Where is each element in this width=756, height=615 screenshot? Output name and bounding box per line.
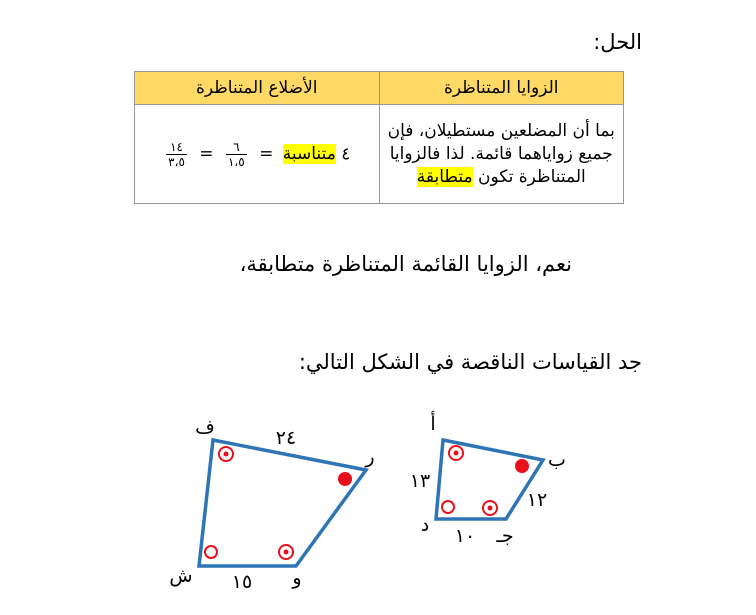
fraction-2-numerator: ٦ bbox=[226, 140, 247, 155]
angle-marker-j-dot bbox=[488, 506, 493, 511]
figure-left bbox=[169, 416, 374, 593]
fraction-1-numerator: ١٤ bbox=[166, 140, 187, 155]
sides-conclusion: متناسبة bbox=[282, 144, 336, 164]
vertex-label-j: جـ bbox=[496, 525, 514, 547]
vertex-label-b: ب bbox=[548, 449, 566, 471]
ratio-result: ٤ bbox=[341, 144, 351, 164]
side-length-fr: ٢٤ bbox=[275, 427, 297, 449]
angles-conclusion: متطابقة bbox=[416, 166, 473, 187]
vertex-label-f: ف bbox=[195, 416, 215, 438]
angle-marker-a-dot bbox=[454, 451, 459, 456]
equals-sign-1: = bbox=[199, 144, 214, 164]
side-length-bj: ١٢ bbox=[526, 489, 548, 511]
fraction-1-denominator: ٣،٥ bbox=[168, 154, 185, 169]
figure-right bbox=[410, 411, 566, 547]
angle-marker-f-dot bbox=[224, 452, 229, 457]
side-length-sh-w: ١٥ bbox=[231, 571, 253, 593]
vertex-label-sh: ش bbox=[169, 565, 193, 587]
fraction-2-denominator: ١،٥ bbox=[227, 154, 245, 169]
vertex-label-a: أ bbox=[430, 413, 436, 435]
vertex-label-w: و bbox=[292, 567, 302, 589]
angles-explanation: بما أن المضلعين مستطيلان، فإن جميع زواياهما قائمة. لذا فالزوايا المتناظرة تكون bbox=[387, 120, 615, 187]
question-text: جد القياسات الناقصة في الشكل التالي: bbox=[298, 350, 642, 374]
header-sides: الأضلاع المتناظرة bbox=[135, 72, 380, 105]
answer-line: نعم، الزوايا القائمة المتناظرة متطابقة، bbox=[239, 252, 572, 276]
equals-sign-2: = bbox=[259, 144, 274, 164]
vertex-label-r: ر bbox=[365, 446, 375, 468]
side-length-jd: ١٠ bbox=[454, 525, 476, 547]
vertex-label-d: د bbox=[420, 514, 430, 536]
solution-label: الحل: bbox=[593, 30, 642, 54]
angle-marker-b bbox=[515, 459, 529, 473]
side-length-ad: ١٣ bbox=[409, 470, 431, 492]
angle-marker-d bbox=[442, 501, 454, 513]
angle-marker-w-dot bbox=[284, 550, 289, 555]
angle-marker-r bbox=[338, 472, 352, 486]
header-angles: الزوايا المتناظرة bbox=[379, 72, 624, 105]
angle-marker-sh bbox=[205, 546, 217, 558]
